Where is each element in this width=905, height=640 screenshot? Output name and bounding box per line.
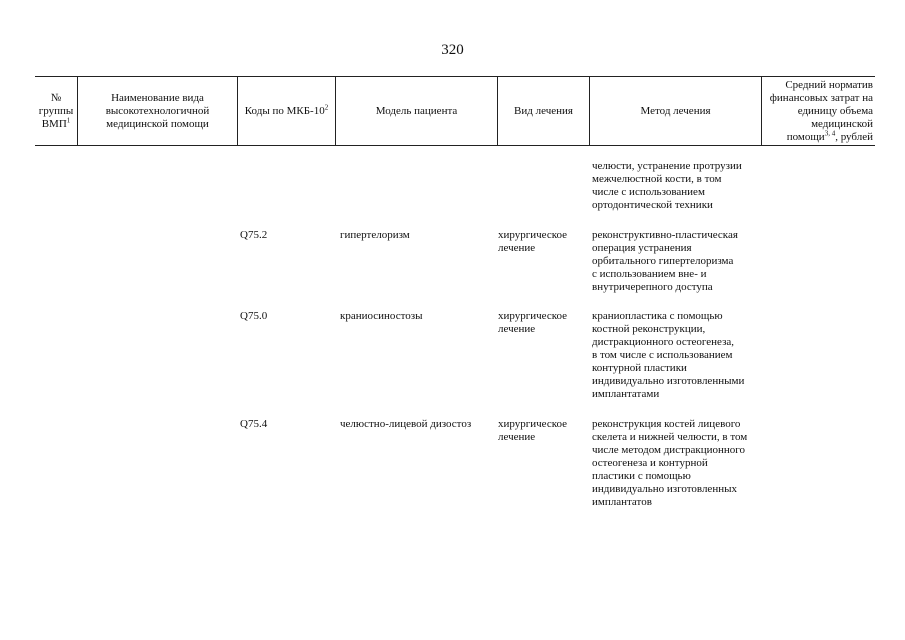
table-header [35,76,875,146]
icd-code-cell: Q75.2 [240,229,268,241]
header-treatment-type: Вид лечения [497,77,589,145]
continuation-method-text: челюсти, устранение протрузии межчелюстной кости, в том числе с использованием ортодонтической техники [592,160,742,211]
patient-model-cell: челюстно-лицевой дизостоз [340,418,472,430]
footnote-marker: 2 [324,102,329,111]
header-vmp-name: Наименование вида высокотехнологичной медицинской помощи [77,77,237,145]
header-average-cost-unit: , рублей [835,130,873,143]
header-group-number-label: № группы ВМП [38,91,74,130]
patient-model-cell: гипертелоризм [340,229,410,241]
header-icd-codes-label: Коды по МКБ-10 [244,104,325,117]
patient-model-cell: краниосиностозы [340,310,423,322]
icd-code-cell: Q75.4 [240,418,268,430]
header-treatment-method: Метод лечения [589,77,761,145]
treatment-method-cell: реконструктивно-пластическая операция устранения орбитального гипертелоризма с использованием вне- и внутричерепного доступа [592,229,738,293]
footnote-marker: 1 [66,115,71,124]
icd-code-cell: Q75.0 [240,310,268,322]
header-group-number [35,77,77,145]
footnote-marker: 3, 4 [824,128,836,137]
header-patient-model: Модель пациента [335,77,497,145]
page-number: 320 [441,42,464,58]
treatment-method-cell: краниопластика с помощью костной реконструкции, дистракционного остеогенеза, в том числе с использованием контурной пластики индивидуально изготовленными имплантатами [592,310,745,400]
treatment-type-cell: хирургическое лечение [498,418,568,443]
treatment-method-cell: реконструкция костей лицевого скелета и нижней челюсти, в том числе методом дистракционного остеогенеза и контурной пластики с помощью индивидуально изготовленных имплантатов [592,418,748,508]
header-icd-codes [237,77,335,145]
treatment-type-cell: хирургическое лечение [498,310,568,335]
header-average-cost-label: Средний норматив финансовых затрат на единицу объема медицинской помощи [769,78,873,143]
treatment-type-cell: хирургическое лечение [498,229,568,254]
header-average-cost [761,77,875,145]
